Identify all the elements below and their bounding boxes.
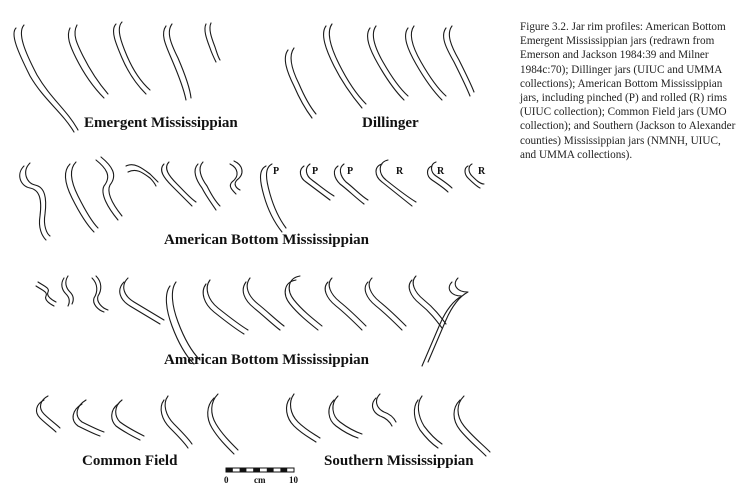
rim-profile xyxy=(368,28,404,100)
label-southern: Southern Mississippian xyxy=(324,453,474,469)
label-common-field: Common Field xyxy=(82,453,178,469)
rim-profile xyxy=(73,404,100,436)
scale-start-label: 0 xyxy=(224,475,229,485)
rim-profile xyxy=(449,26,474,92)
rim-profile xyxy=(200,162,220,206)
rim-profile xyxy=(454,400,486,456)
southern-profiles xyxy=(287,394,490,456)
rim-profile xyxy=(444,28,470,96)
rim-profile xyxy=(210,23,220,60)
rim-profile xyxy=(329,278,366,326)
rim-profile xyxy=(291,394,320,438)
scale-bar xyxy=(226,468,294,472)
rim-profile xyxy=(66,164,94,232)
rim-profile xyxy=(96,160,118,220)
rim-profile xyxy=(36,286,54,306)
rim-profile xyxy=(285,280,318,330)
rim-profile xyxy=(411,26,446,96)
ab1-profiles xyxy=(20,157,484,240)
label-emergent: Emergent Mississippian xyxy=(84,115,238,131)
rim-profile xyxy=(306,164,334,196)
rim-profile xyxy=(365,282,402,330)
rim-profile xyxy=(114,24,146,94)
rim-profile xyxy=(340,164,368,200)
rim-profile xyxy=(212,394,238,450)
rim-profile xyxy=(195,164,216,210)
scale-unit-label: cm xyxy=(254,475,266,485)
rim-profile xyxy=(203,284,244,334)
pinched-mark: P xyxy=(312,166,319,177)
dillinger-profiles xyxy=(285,24,474,118)
rim-profile xyxy=(128,170,156,186)
rim-profile xyxy=(422,282,462,366)
pinched-mark: P xyxy=(347,166,354,177)
rim-profile xyxy=(243,282,280,330)
rolled-mark: R xyxy=(437,166,445,177)
rim-profile xyxy=(333,396,362,434)
scale-end-label: 10 xyxy=(289,475,298,485)
rim-profile xyxy=(120,282,160,324)
rim-profile xyxy=(418,396,442,444)
rolled-mark: R xyxy=(478,166,486,177)
rim-profile xyxy=(172,282,200,360)
rim-profile xyxy=(72,162,98,228)
rim-profile xyxy=(38,282,56,302)
label-dillinger: Dillinger xyxy=(362,115,419,131)
rim-profile xyxy=(373,26,408,96)
rim-profile xyxy=(428,278,468,362)
rim-profile xyxy=(247,278,284,326)
rim-profile xyxy=(373,398,392,426)
rim-profile xyxy=(406,28,442,100)
rim-profile xyxy=(377,394,396,422)
rim-profile xyxy=(162,164,192,206)
rim-profile xyxy=(369,278,406,326)
rim-profile xyxy=(458,396,490,452)
rim-profile xyxy=(289,276,322,326)
common-profiles xyxy=(37,394,238,454)
pinched-mark: P xyxy=(273,166,280,177)
rim-profile xyxy=(96,276,108,310)
rim-profile xyxy=(126,165,158,182)
rolled-mark: R xyxy=(396,166,404,177)
label-ab2: American Bottom Mississippian xyxy=(164,352,370,368)
rim-profile xyxy=(164,26,186,100)
label-ab1: American Bottom Mississippian xyxy=(164,232,370,248)
rim-profile xyxy=(20,166,46,240)
rim-profile xyxy=(230,164,237,194)
rim-profile xyxy=(116,400,144,436)
rim-profile xyxy=(26,163,50,236)
rim-profile xyxy=(376,164,412,206)
rim-profile xyxy=(234,161,242,190)
figure-caption: Figure 3.2. Jar rim profiles: American Bottom Emergent Mississippian jars (redrawn from Emerson and Jackson 1984:39 and Milner 1984c:70); Dillinger jars (UIUC and UMMA collections); American Bottom Mississippian jars, including pinched (P) and rolled (R) rims (UIUC collection); Common Field jars (UMO collection); and Southern (Jackson to Alexander counties) Mississippian jars (NMNH, UIUC, and UMMA collections). xyxy=(520,21,736,161)
rim-profile xyxy=(329,24,366,104)
rim-profile xyxy=(325,282,362,330)
rim-profile xyxy=(413,276,446,324)
